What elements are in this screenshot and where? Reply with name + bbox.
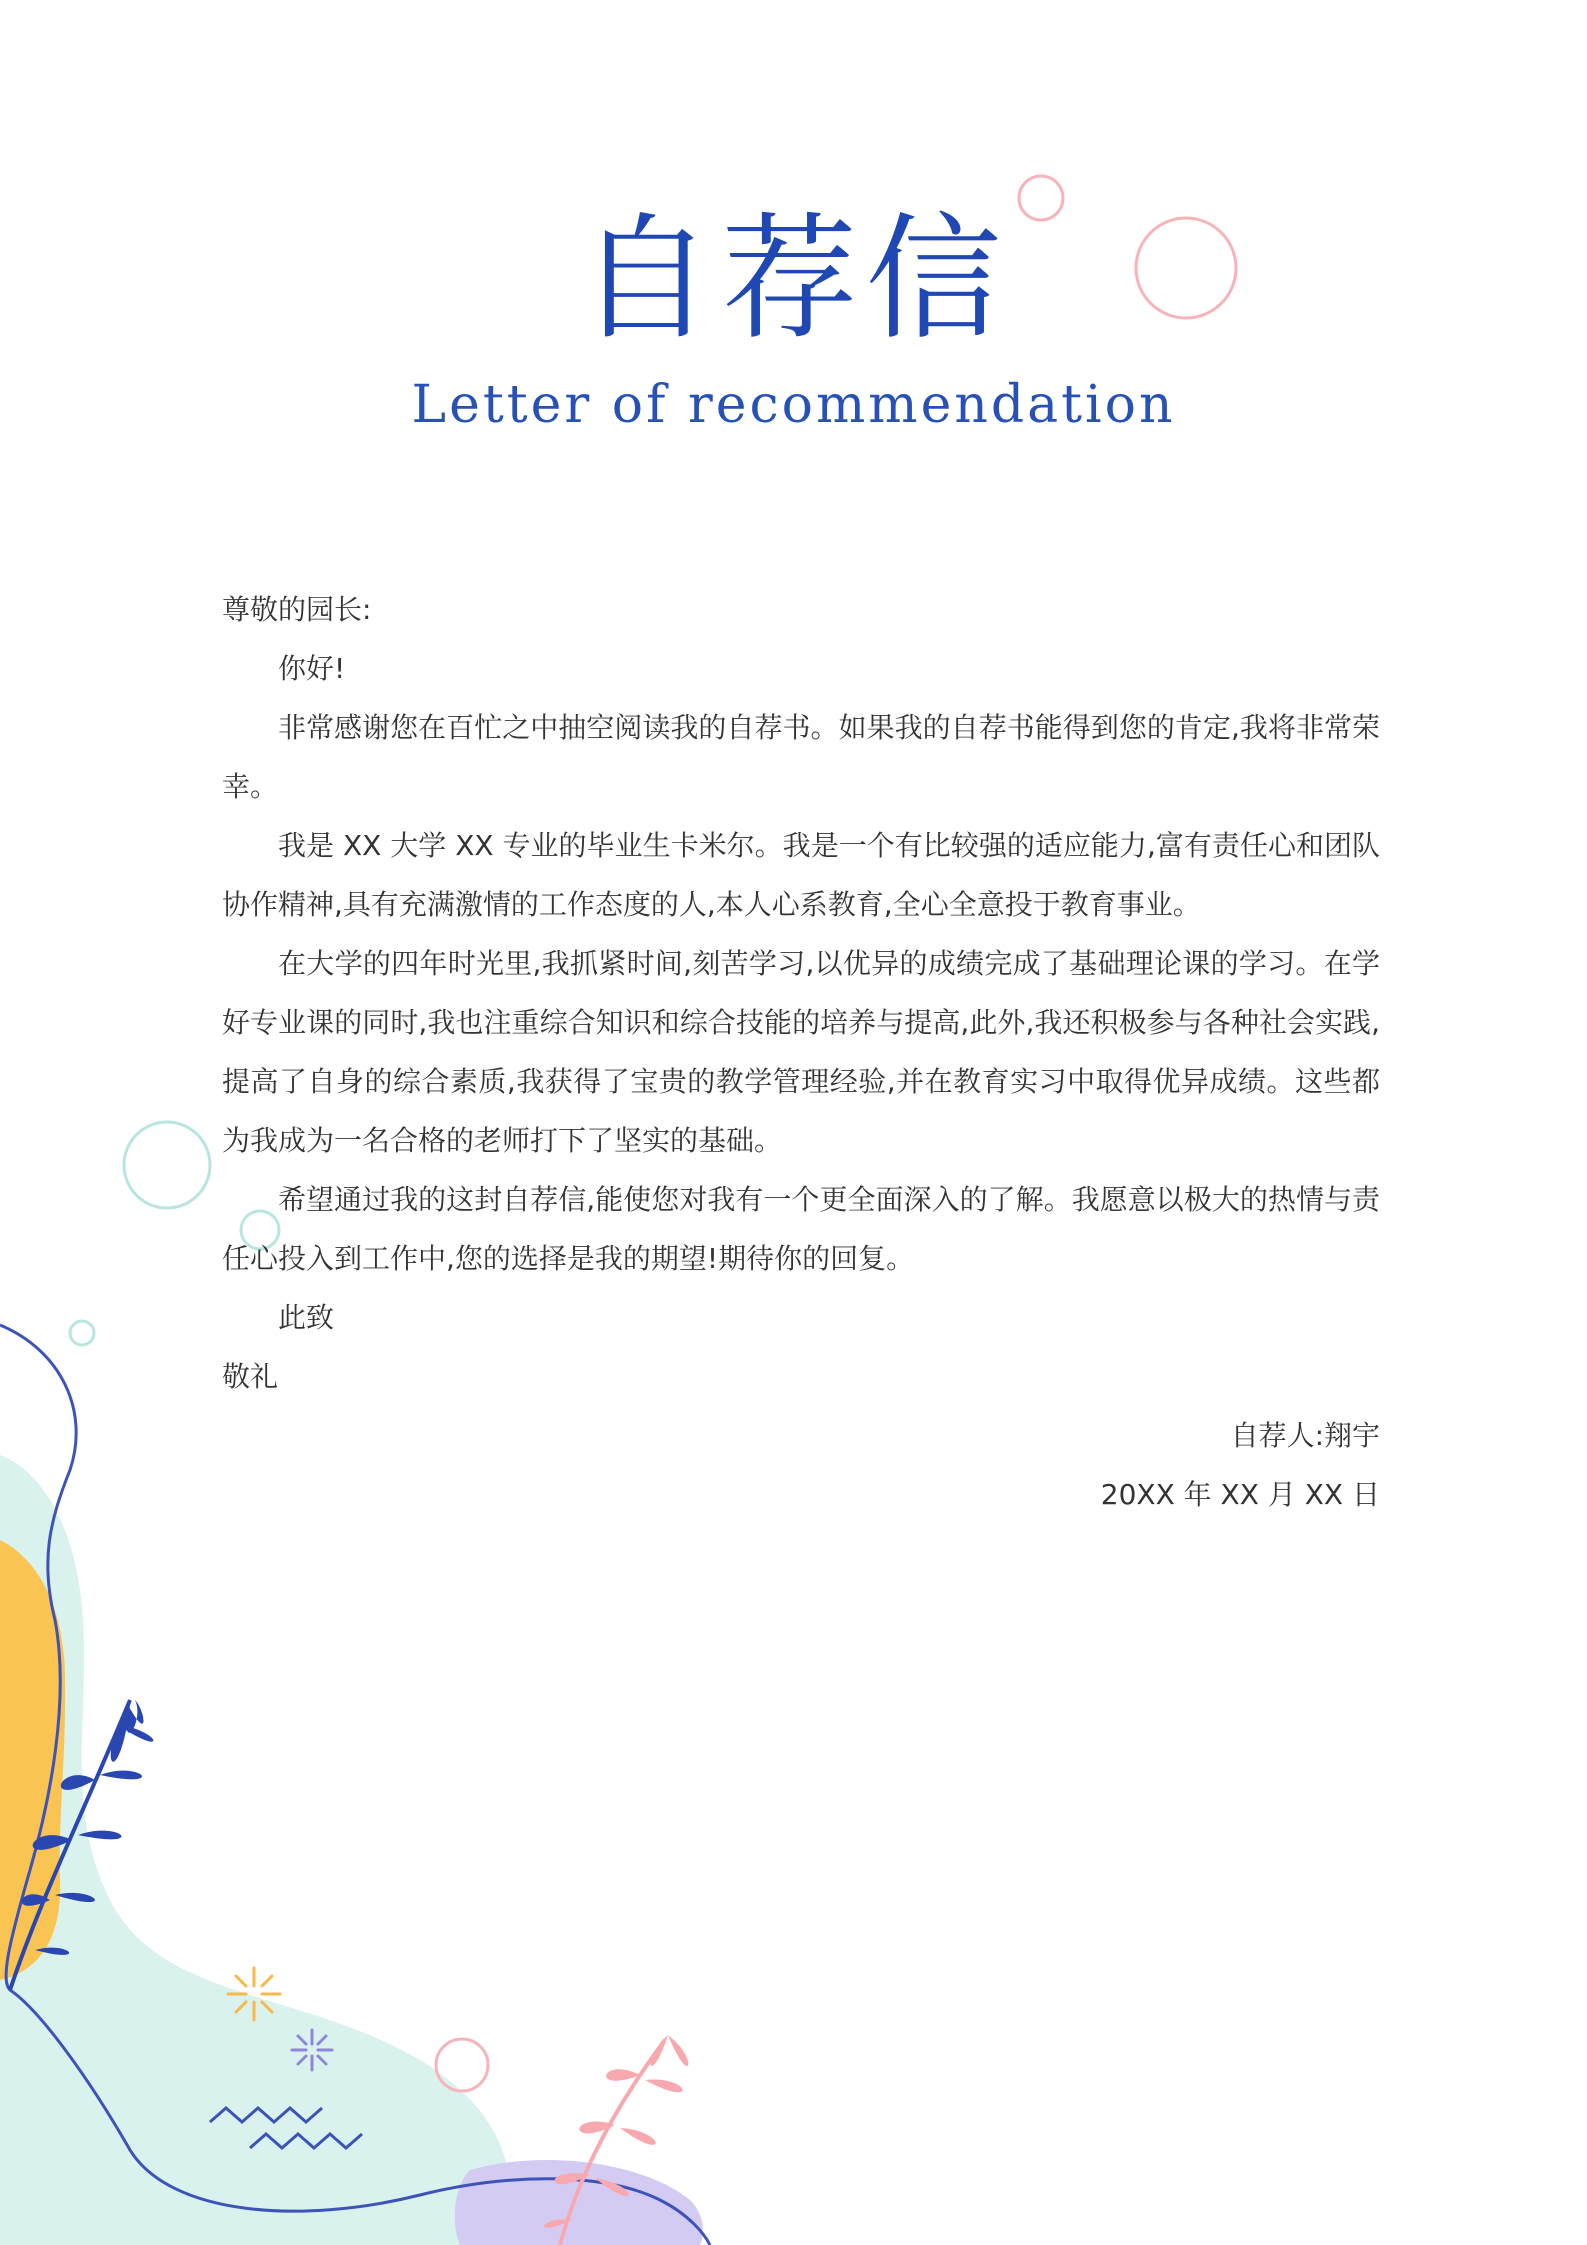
paragraph-2: 我是 XX 大学 XX 专业的毕业生卡米尔。我是一个有比较强的适应能力,富有责任心和团队协作精神,具有充满激情的工作态度的人,本人心系教育,全心全意投于教育事业。 (222, 829, 1380, 921)
paragraph-4: 希望通过我的这封自荐信,能使您对我有一个更全面深入的了解。我愿意以极大的热情与责任心投入到工作中,您的选择是我的期望!期待你的回复。 (222, 1183, 1380, 1275)
page-subtitle: Letter of recommendation (411, 375, 1176, 435)
mint-circle-small (70, 1321, 94, 1345)
mint-circle-large (124, 1122, 210, 1208)
blue-leaf-branch (10, 1700, 153, 1990)
paragraph-1: 非常感谢您在百忙之中抽空阅读我的自荐书。如果我的自荐书能得到您的肯定,我将非常荣幸。 (222, 711, 1380, 803)
page-title: 自荐信 (577, 201, 1010, 359)
mint-blob (0, 1455, 510, 2245)
letter-body (222, 580, 1380, 1524)
yellow-sparkle (228, 1968, 280, 2020)
date: 20XX 年 XX 月 XX 日 (1100, 1478, 1380, 1511)
greeting: 你好! (278, 652, 346, 685)
closing-2: 敬礼 (222, 1360, 279, 1393)
salutation: 尊敬的园长: (222, 593, 372, 626)
zigzag-2 (250, 2134, 362, 2148)
zigzag-1 (210, 2108, 322, 2122)
lavender-blob (455, 2160, 703, 2245)
signature: 自荐人:翔宇 (1230, 1419, 1380, 1452)
purple-sparkle (292, 2030, 332, 2070)
closing-1: 此致 (278, 1301, 335, 1334)
pink-circle-bottom (436, 2039, 488, 2091)
pink-leaf-branch (544, 2035, 688, 2245)
paragraph-3: 在大学的四年时光里,我抓紧时间,刻苦学习,以优异的成绩完成了基础理论课的学习。在学好专业课的同时,我也注重综合知识和综合技能的培养与提高,此外,我还积极参与各种社会实践,提高了自身的综合素质,我获得了宝贵的教学管理经验,并在教育实习中取得优异成绩。这些都为我成为一名合格的老师打下了坚实的基础。 (222, 947, 1380, 1157)
yellow-blob (0, 1540, 65, 1980)
